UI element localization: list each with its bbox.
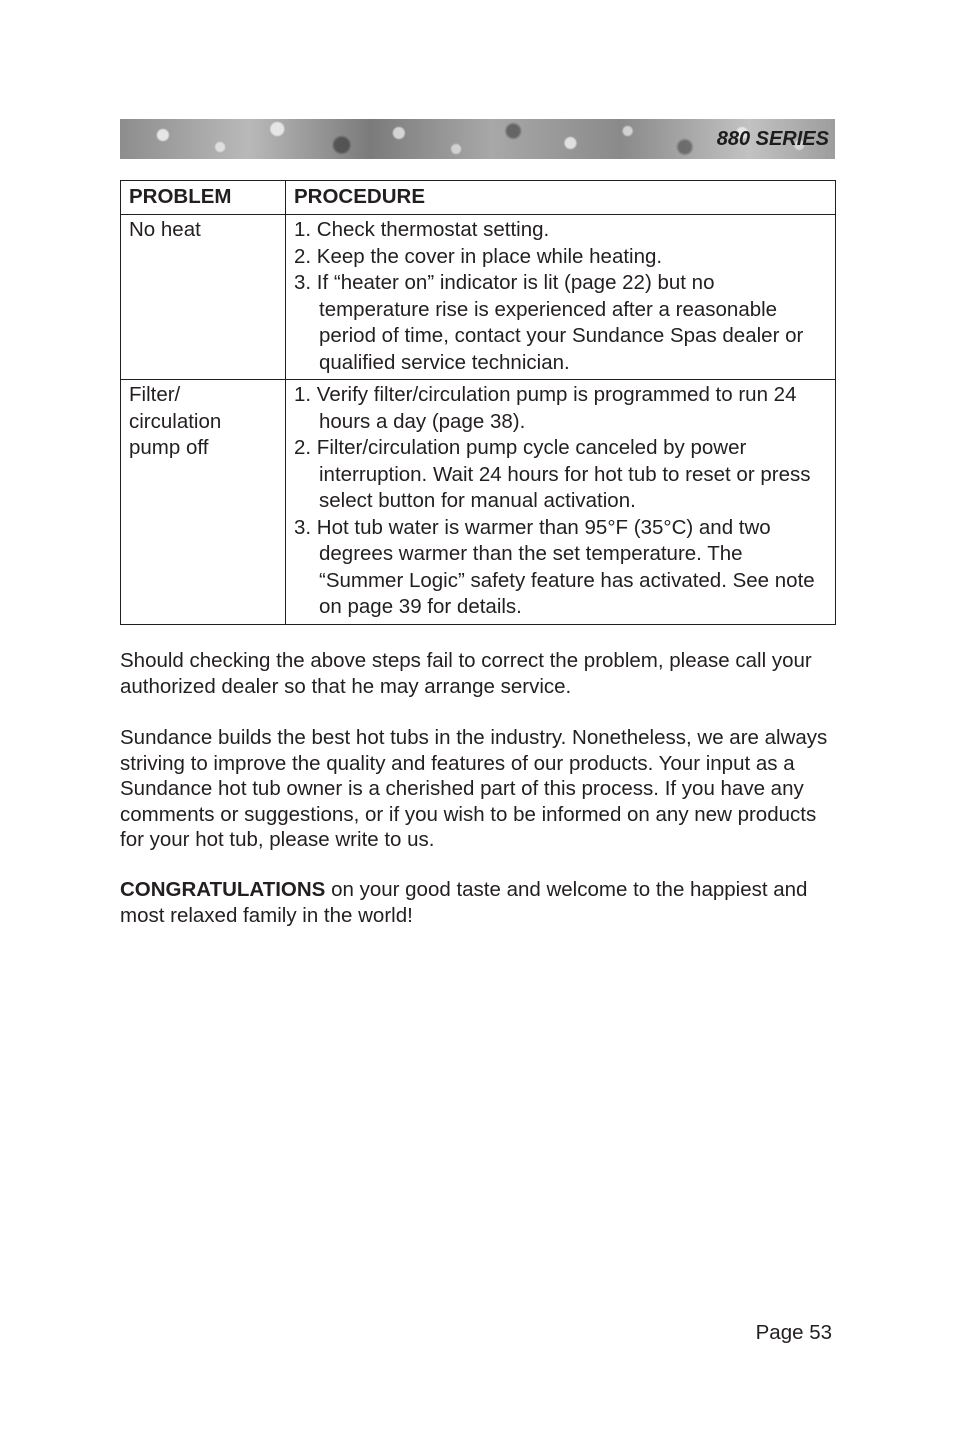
procedure-cell [286, 215, 836, 380]
problem-cell [121, 215, 286, 380]
table-row [121, 380, 836, 625]
header-problem: PROBLEM [121, 181, 286, 215]
congratulations-paragraph [120, 877, 838, 928]
procedure-step: 2. Filter/circulation pump cycle canceled by power interruption. Wait 24 hours for hot tub to reset or press select button for manual activation. [294, 436, 811, 512]
problem-cell [121, 380, 286, 625]
procedure-list [294, 382, 827, 621]
problem-line: Filter/ [129, 383, 181, 406]
table-header-row [121, 181, 836, 215]
procedure-list [294, 217, 827, 376]
series-title: 880 SERIES [716, 128, 829, 150]
page-number: Page 53 [755, 1321, 832, 1344]
procedure-step: 1. Check thermostat setting. [294, 218, 550, 241]
procedure-step: 2. Keep the cover in place while heating. [294, 244, 663, 268]
table-row [121, 215, 836, 380]
troubleshooting-table [120, 180, 836, 625]
service-paragraph: Should checking the above steps fail to correct the problem, please call your authorized dealer so that he may arrange service. [120, 649, 812, 698]
problem-line: pump off [129, 436, 209, 459]
problem-line: No heat [129, 218, 201, 241]
procedure-cell [286, 380, 836, 625]
congratulations-bold: CONGRATULATIONS [120, 878, 326, 901]
problem-line: circulation [129, 409, 222, 433]
header-procedure: PROCEDURE [286, 181, 836, 215]
procedure-step: 3. Hot tub water is warmer than 95°F (35°C) and two degrees warmer than the set temperature. The “Summer Logic” safety feature has activated. See note on page 39 for details. [294, 515, 815, 618]
feedback-paragraph: Sundance builds the best hot tubs in the industry. Nonetheless, we are always striving to improve the quality and features of our products. Your input as a Sundance hot tub owner is a cherished part of this process. If you have any comments or suggestions, or if you wish to be informed on any new products for your hot tub, please write to us. [120, 726, 828, 851]
procedure-step: 3. If “heater on” indicator is lit (page 22) but no temperature rise is experienced after a reasonable period of time, contact your Sundance Spas dealer or qualified service technician. [294, 271, 804, 374]
procedure-step: 1. Verify filter/circulation pump is programmed to run 24 hours a day (page 38). [294, 383, 797, 433]
header-banner [120, 119, 835, 159]
congratulations-text: on your good taste and welcome to the happiest and most relaxed family in the world! [120, 878, 808, 927]
